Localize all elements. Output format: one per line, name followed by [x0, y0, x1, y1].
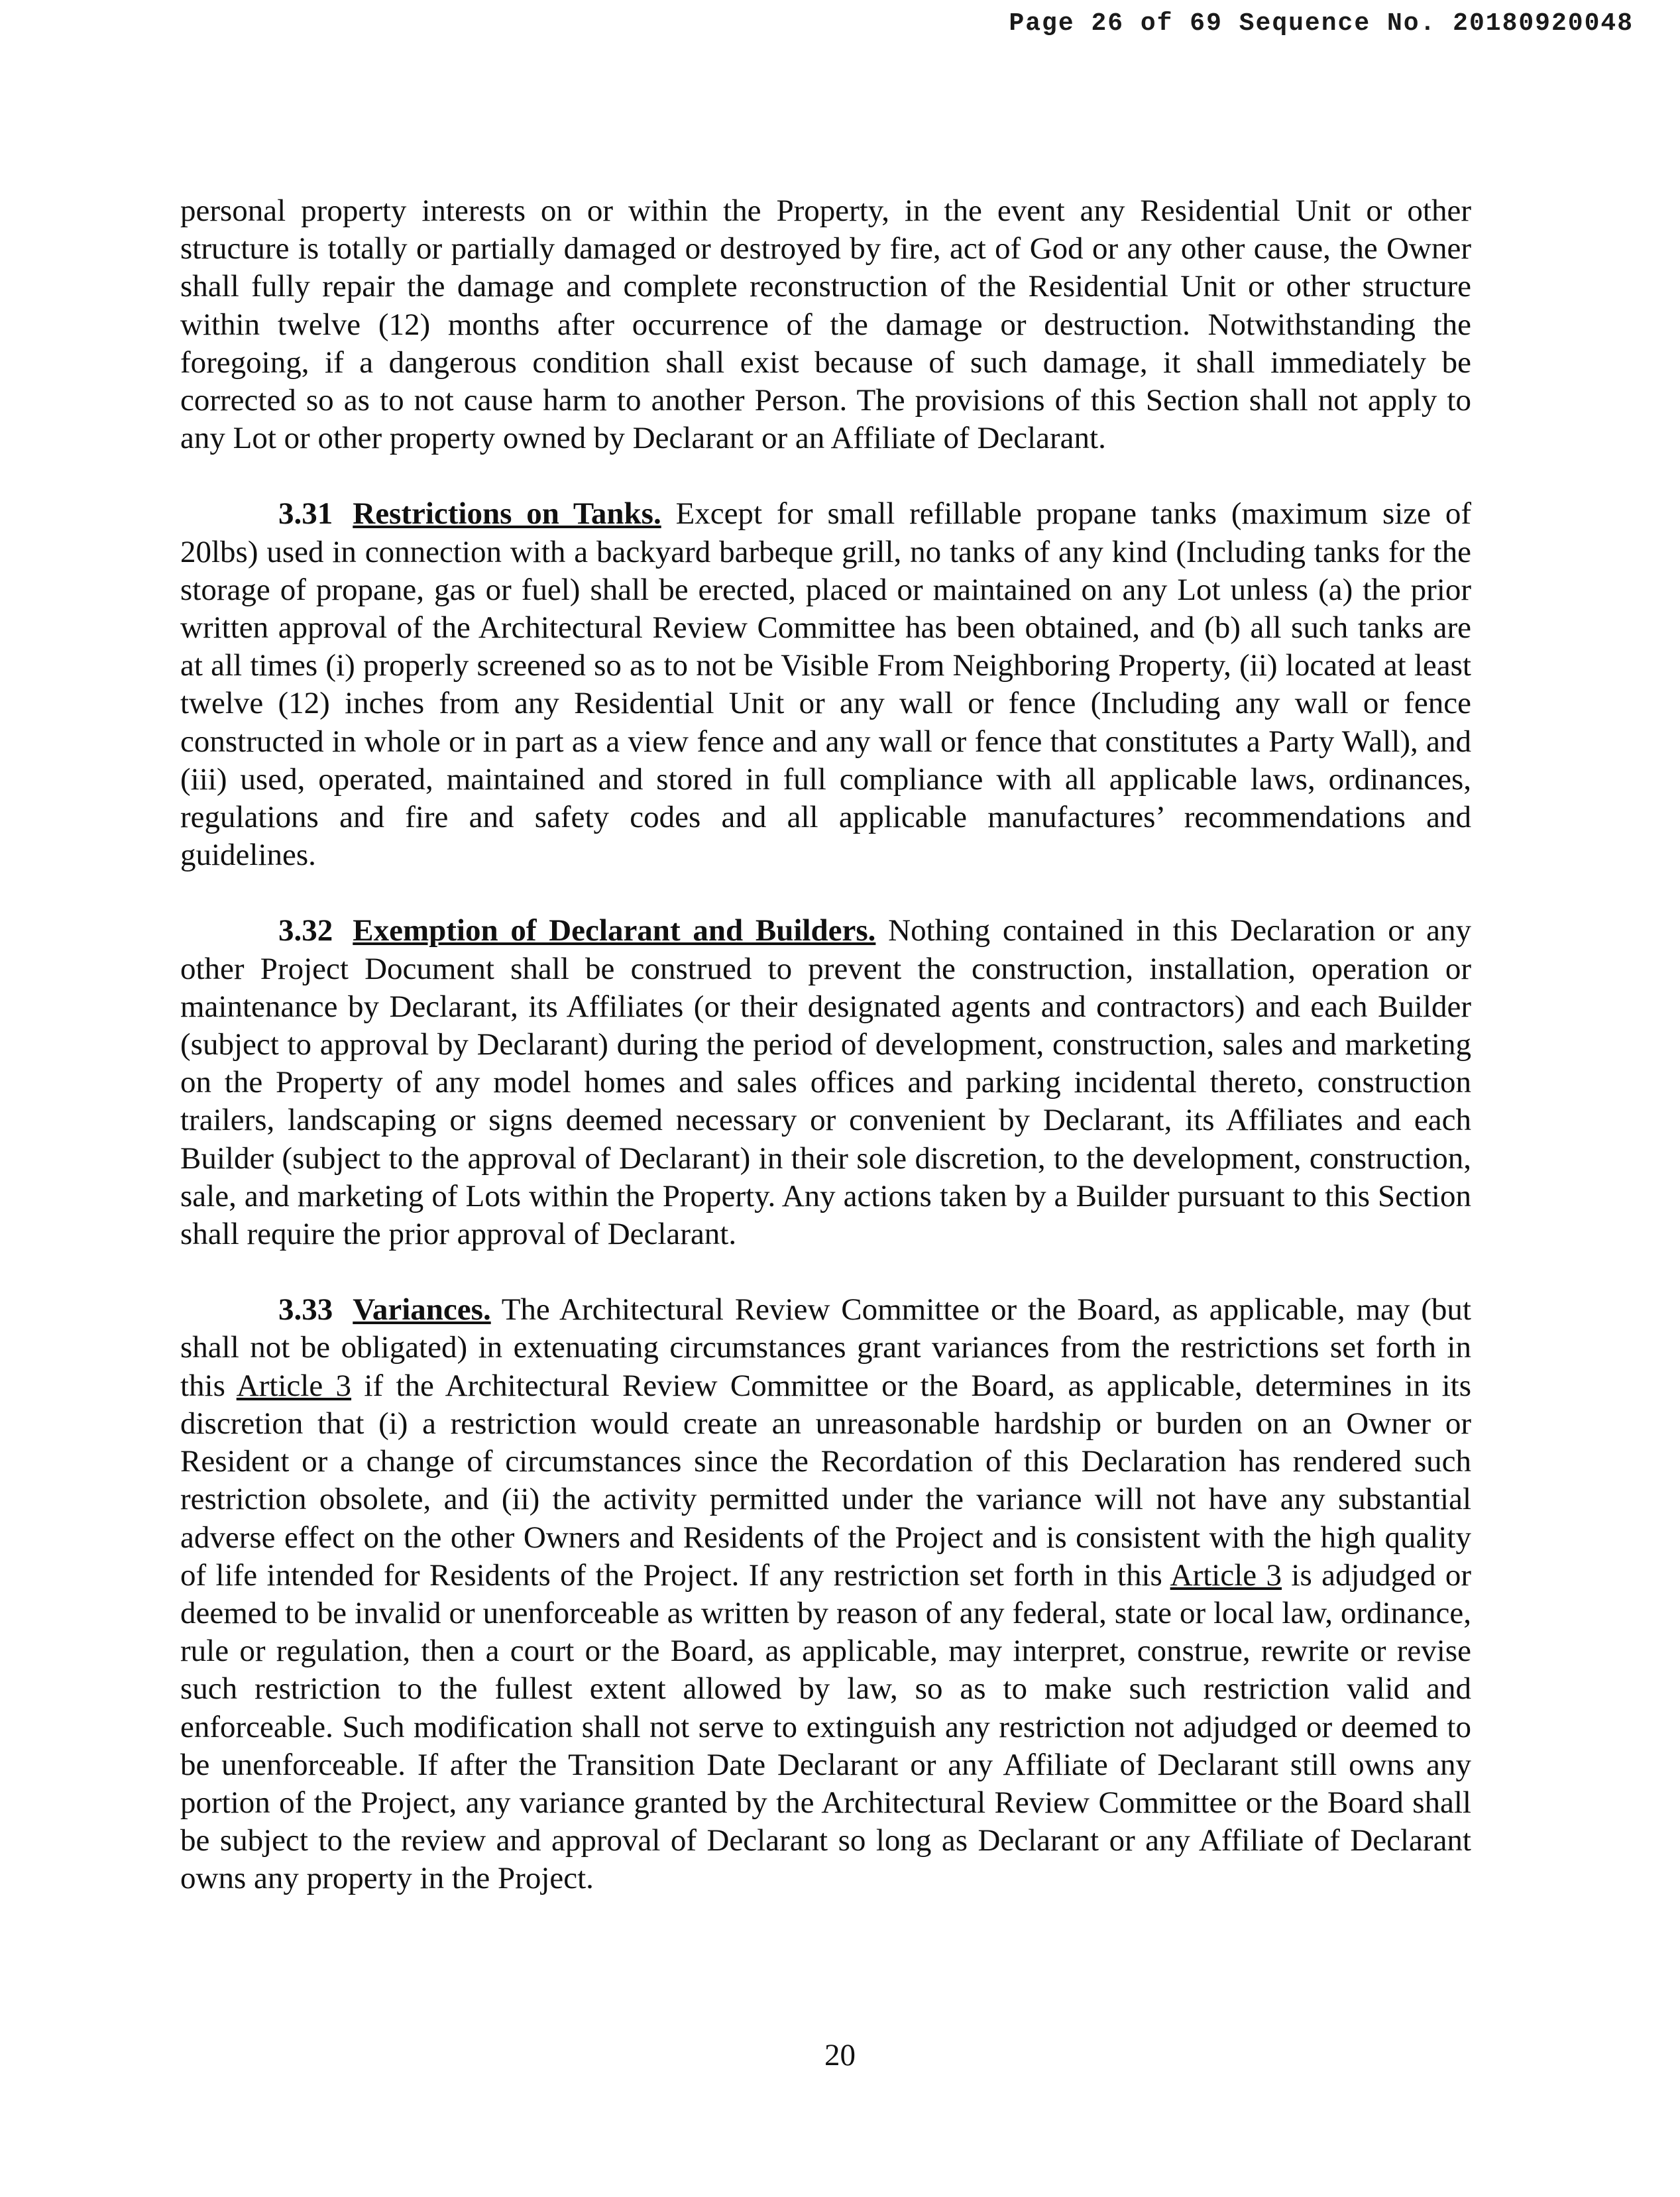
article-reference: Article 3 [1170, 1557, 1282, 1593]
page-number: 20 [824, 2038, 856, 2072]
section-text: if the Architectural Review Committee or the Board, as applicable, determines in its discretion that (i) a restriction would create an unreasonable hardship or burden on an Owner or Resident or a change of circumstances since the Recordation of this Declaration has rendered such restriction obsolete, and (ii) the activity permitted under the variance will not have any substantial adverse effect on the other Owners and Residents of the Project and is consistent with the high quality of life intended for Residents of the Project. If any restriction set forth in this [180, 1368, 1471, 1593]
article-reference: Article 3 [236, 1368, 352, 1403]
section-text: Except for small refillable propane tanks (maximum size of 20lbs) used in connection with a backyard barbeque grill, no tanks of any kind (Including tanks for the storage of propane, gas or fuel) shall be erected, placed or maintained on any Lot unless (a) the prior written approval of the Architectural Review Committee has been obtained, and (b) all such tanks are at all times (i) properly screened so as to not be Visible From Neighboring Property, (ii) located at least twelve (12) inches from any Residential Unit or any wall or fence (Including any wall or fence constructed in whole or in part as a view fence and any wall or fence that constitutes a Party Wall), and (iii) used, operated, maintained and stored in full compliance with all applicable laws, ordinances, regulations and fire and safety codes and all applicable manufactures’ recommendations and guidelines. [180, 496, 1471, 873]
section-number: 3.33 [278, 1292, 333, 1327]
section-text: is adjudged or deemed to be invalid or unenforceable as written by reason of any federal, state or local law, ordinance, rule or regulation, then a court or the Board, as applicable, may interpret, construe, rewrite or revise such restriction to the fullest extent allowed by law, so as to make such restriction valid and enforceable. Such modification shall not serve to extinguish any restriction not adjudged or deemed to be unenforceable. If after the Transition Date Declarant or any Affiliate of Declarant still owns any portion of the Project, any variance granted by the Architectural Review Committee or the Board shall be subject to the review and approval of Declarant so long as Declarant or any Affiliate of Declarant owns any property in the Project. [180, 1557, 1471, 1896]
section-3-31 [180, 495, 1471, 874]
section-3-33 [180, 1291, 1471, 1897]
section-text: The Architectural Review Committee or the Board, as applicable, may (but shall not be obligated) in extenuating circumstances grant variances from the restrictions set forth in this [180, 1292, 1471, 1403]
section-title: Variances. [353, 1292, 491, 1327]
page-header-sequence: Page 26 of 69 Sequence No. 20180920048 [1009, 9, 1634, 38]
section-number: 3.32 [278, 913, 333, 948]
section-title: Exemption of Declarant and Builders. [353, 913, 876, 948]
document-body [180, 192, 1471, 1898]
section-title: Restrictions on Tanks. [353, 496, 661, 532]
section-text: Nothing contained in this Declaration or any other Project Document shall be construed to prevent the construction, installation, operation or maintenance by Declarant, its Affiliates (or their designated agents and contractors) and each Builder (subject to approval by Declarant) during the period of development, construction, sales and marketing on the Property of any model homes and sales offices and parking incidental thereto, construction trailers, landscaping or signs deemed necessary or convenient by Declarant, its Affiliates and each Builder (subject to the approval of Declarant) in their sole discretion, to the development, construction, sale, and marketing of Lots within the Property. Any actions taken by a Builder pursuant to this Section shall require the prior approval of Declarant. [180, 913, 1472, 1252]
section-3-32 [180, 912, 1471, 1253]
paragraph-continued: personal property interests on or within the Property, in the event any Residential Unit or other structure is totally or partially damaged or destroyed by fire, act of God or any other cause, the Owner shall fully repair the damage and complete reconstruction of the Residential Unit or other structure within twelve (12) months after occurrence of the damage or destruction. Notwithstanding the foregoing, if a dangerous condition shall exist because of such damage, it shall immediately be corrected so as to not cause harm to another Person. The provisions of this Section shall not apply to any Lot or other property owned by Declarant or an Affiliate of Declarant. [180, 194, 1471, 456]
section-number: 3.31 [278, 496, 333, 532]
